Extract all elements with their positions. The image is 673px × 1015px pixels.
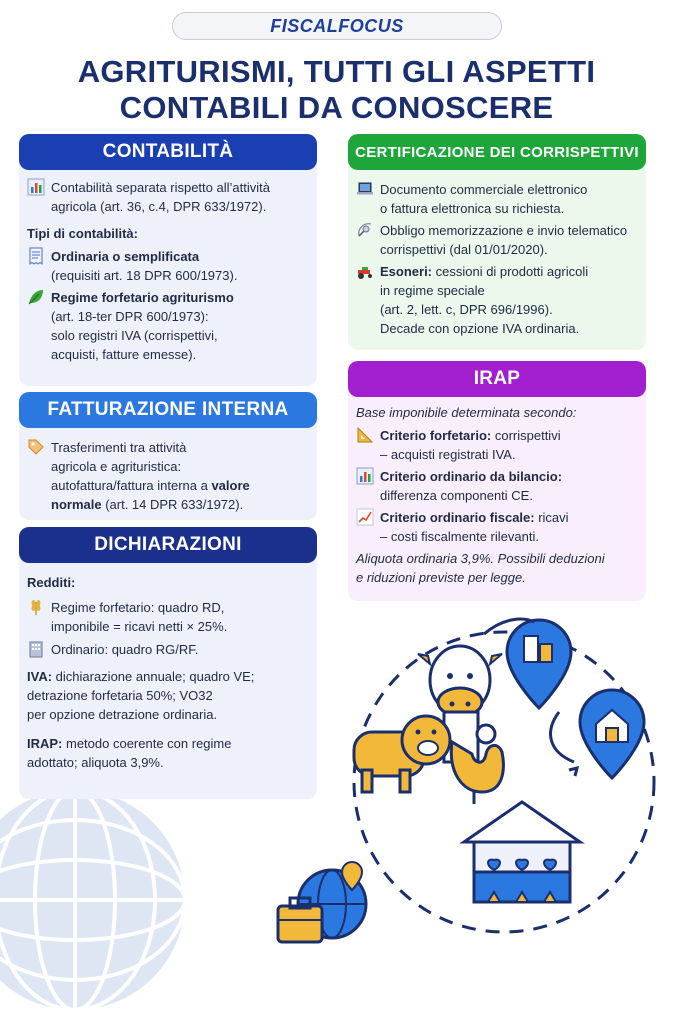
fatturazione-line3: autofattura/fattura interna a — [51, 478, 212, 493]
criterio-fiscale-line1: ricavi — [534, 510, 569, 525]
iva-line1: dichiarazione annuale; quadro VE; — [52, 669, 255, 684]
irap-note-line1: Aliquota ordinaria 3,9%. Possibili deduzioni — [356, 551, 605, 566]
trend-chart-icon — [356, 508, 374, 526]
laptop-icon — [356, 180, 374, 198]
criterio-forfetario-line2: – acquisti registrati IVA. — [380, 447, 516, 462]
pig-icon — [354, 716, 450, 792]
wheat-icon — [27, 598, 45, 616]
forfetario-line2: solo registri IVA (corrispettivi, — [51, 328, 218, 343]
dichiarazioni-ordinario: Ordinario: quadro RG/RF. — [51, 642, 199, 657]
satellite-icon — [356, 221, 374, 239]
redditi-label: Redditi: — [27, 575, 76, 590]
triangle-ruler-icon — [356, 426, 374, 444]
ordinaria-title: Ordinaria o semplificata — [51, 249, 200, 264]
forfetario-title: Regime forfetario agriturismo — [51, 290, 234, 305]
iva-label: IVA: — [27, 669, 53, 684]
forfetario-line3: acquisti, fatture emesse). — [51, 347, 197, 362]
criterio-bilancio-title: Criterio ordinario da bilancio: — [380, 469, 563, 484]
bar-chart-icon — [27, 178, 45, 196]
fatturazione-normale: normale — [51, 497, 102, 512]
page-title-line2: CONTABILI DA CONOSCERE — [119, 90, 554, 125]
irap-label: IRAP: — [27, 736, 63, 751]
esoneri-line1: cessioni di prodotti agricoli — [432, 264, 589, 279]
esoneri-line3: (art. 2, lett. c, DPR 696/1996). — [380, 302, 553, 317]
fatturazione-line2: agricola e agrituristica: — [51, 459, 182, 474]
receipt-icon — [27, 247, 45, 265]
irap-note-line2: e riduzioni previste per legge. — [356, 570, 526, 585]
fatturazione-line4: (art. 14 DPR 633/1972). — [101, 497, 244, 512]
irap-dich-line2: adottato; aliquota 3,9%. — [27, 755, 164, 770]
contabilita-intro-line2: agricola (art. 36, c.4, DPR 633/1972). — [51, 199, 267, 214]
dichiarazioni-card — [19, 527, 317, 799]
obbligo-line1: Obbligo memorizzazione e invio telematico — [380, 223, 628, 238]
globe-briefcase-icon — [270, 858, 380, 946]
page-title — [0, 54, 673, 126]
obbligo-line2: corrispettivi (dal 01/01/2020). — [380, 242, 548, 257]
criterio-fiscale-line2: – costi fiscalmente rilevanti. — [380, 529, 539, 544]
fatturazione-valore: valore — [211, 478, 250, 493]
bar-chart-icon — [356, 467, 374, 485]
irap-dich-line1: metodo coerente con regime — [62, 736, 232, 751]
agriturismo-illustration — [334, 612, 664, 942]
contabilita-intro-line1: Contabilità separata rispetto all’attività — [51, 180, 270, 195]
irap-card — [348, 361, 646, 601]
building-icon — [27, 640, 45, 658]
iva-line3: per opzione detrazione ordinaria. — [27, 707, 218, 722]
esoneri-line4: Decade con opzione IVA ordinaria. — [380, 321, 580, 336]
forfetario-line1: (art. 18-ter DPR 600/1973): — [51, 309, 209, 324]
leaf-icon — [27, 288, 45, 306]
certificazione-card — [348, 134, 646, 350]
globe-background-icon — [0, 785, 190, 1015]
contabilita-header: CONTABILITÀ — [19, 134, 317, 170]
greenhouse-icon — [464, 802, 580, 902]
certificazione-header: CERTIFICAZIONE DEI CORRISPETTIVI — [348, 134, 646, 170]
esoneri-line2: in regime speciale — [380, 283, 485, 298]
iva-line2: detrazione forfetaria 50%; VO32 — [27, 688, 213, 703]
ordinaria-line1: (requisiti art. 18 DPR 600/1973). — [51, 268, 238, 283]
criterio-forfetario-line1: corrispettivi — [491, 428, 561, 443]
criterio-fiscale-title: Criterio ordinario fiscale: — [380, 510, 535, 525]
tag-icon — [27, 438, 45, 456]
criterio-bilancio-line1: differenza componenti CE. — [380, 488, 533, 503]
fatturazione-line1: Trasferimenti tra attività — [51, 440, 187, 455]
irap-header: IRAP — [348, 361, 646, 397]
dichiarazioni-forf-line2: imponibile = ricavi netti × 25%. — [51, 619, 228, 634]
tractor-icon — [356, 262, 374, 280]
doc-line1: Documento commerciale elettronico — [380, 182, 588, 197]
page-title-line1: AGRITURISMI, TUTTI GLI ASPETTI — [77, 54, 596, 89]
brand-logo — [172, 12, 502, 40]
map-pin-barn-icon — [580, 690, 644, 778]
irap-intro: Base imponibile determinata secondo: — [356, 405, 577, 420]
fatturazione-header: FATTURAZIONE INTERNA — [19, 392, 317, 428]
dichiarazioni-forf-line1: Regime forfetario: quadro RD, — [51, 600, 225, 615]
doc-line2: o fattura elettronica su richiesta. — [380, 201, 565, 216]
dichiarazioni-header: DICHIARAZIONI — [19, 527, 317, 563]
contabilita-tipi-label: Tipi di contabilità: — [27, 226, 138, 241]
contabilita-card — [19, 134, 317, 386]
fatturazione-card — [19, 392, 317, 520]
map-pin-shop-icon — [507, 620, 571, 708]
brand-logo-text: FISCALFOCUS — [270, 15, 404, 36]
criterio-forfetario-title: Criterio forfetario: — [380, 428, 492, 443]
esoneri-label: Esoneri: — [380, 264, 433, 279]
